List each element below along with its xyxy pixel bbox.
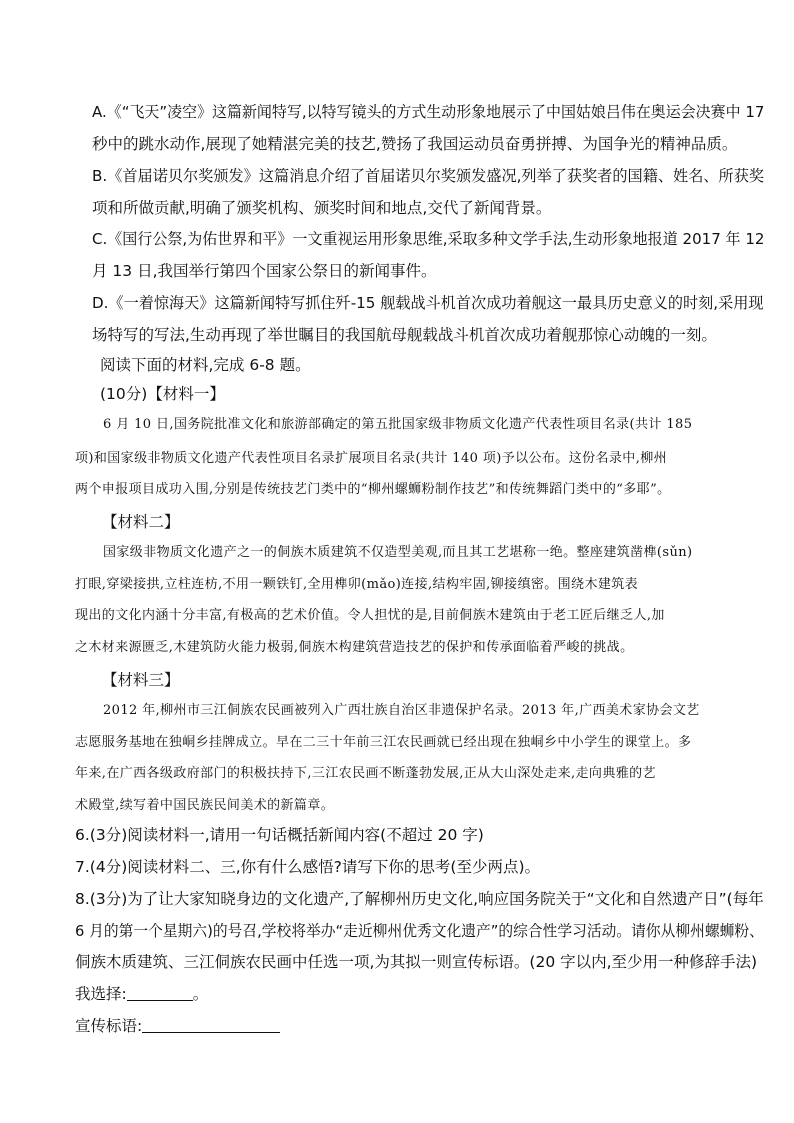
material-1-heading: (10分)【材料一】 xyxy=(100,385,225,403)
material-3-line-4: 术殿堂,续写着中国民族民间美术的新篇章。 xyxy=(75,798,335,813)
material-1-line-1: 6 月 10 日,国务院批准文化和旅游部确定的第五批国家级非物质文化遗产代表性项目名录(共计 185 xyxy=(103,417,693,432)
material-2-line-1: 国家级非物质文化遗产之一的侗族木质建筑不仅造型美观,而且其工艺堪称一绝。整座建筑凿榫(sǔn) xyxy=(103,545,693,560)
choice-end: 。 xyxy=(192,985,209,1003)
material-2-heading: 【材料二】 xyxy=(102,513,180,531)
reading-instruction: 阅读下面的材料,完成 6-8 题。 xyxy=(100,356,311,374)
question-8-line-1: 8.(3分)为了让大家知晓身边的文化遗产,了解柳州历史文化,响应国务院关于“文化和自然遗产日”(每年 xyxy=(75,890,764,908)
material-3-line-3: 年来,在广西各级政府部门的积极扶持下,三江农民画不断蓬勃发展,正从大山深处走来,走向典雅的艺 xyxy=(75,766,656,781)
question-8-line-2: 6 月的第一个星期六)的号召,学校将举办“走近柳州优秀文化遗产”的综合性学习活动。请你从柳州螺蛳粉、 xyxy=(75,922,764,940)
slogan-blank[interactable] xyxy=(142,1017,280,1033)
material-1-line-2: 项)和国家级非物质文化遗产代表性项目名录扩展项目名录(共计 140 项)予以公布。这份名录中,柳州 xyxy=(75,451,668,466)
choice-blank[interactable] xyxy=(127,985,193,1001)
option-d-line-2: 场特写的写法,生动再现了举世瞩目的我国航母舰载战斗机首次成功着舰那惊心动魄的一刻。 xyxy=(92,326,717,344)
option-b-line-1: B.《首届诺贝尔奖颁发》这篇消息介绍了首届诺贝尔奖颁发盛况,列举了获奖者的国籍、姓名、所获奖 xyxy=(92,167,765,185)
material-2-line-3: 现出的文化内涵十分丰富,有极高的艺术价值。令人担忧的是,目前侗族木建筑由于老工匠后继乏人,加 xyxy=(75,608,665,623)
slogan-label: 宣传标语: xyxy=(75,1017,143,1035)
option-a-line-1: A.《“飞天”凌空》这篇新闻特写,以特写镜头的方式生动形象地展示了中国姑娘吕伟在奥运会决赛中 17 xyxy=(92,103,765,121)
material-3-line-2: 志愿服务基地在独峒乡挂牌成立。早在二三十年前三江农民画就已经出现在独峒乡中小学生的课堂上。多 xyxy=(75,735,692,750)
material-2-line-2: 打眼,穿梁接拱,立柱连枋,不用一颗铁钉,全用榫卯(mǎo)连接,结构牢固,铆接缜密。围绕木建筑表 xyxy=(75,577,639,592)
option-c-line-2: 月 13 日,我国举行第四个国家公祭日的新闻事件。 xyxy=(92,262,437,280)
option-a-line-2: 秒中的跳水动作,展现了她精湛完美的技艺,赞扬了我国运动员奋勇拼搏、为国争光的精神品质。 xyxy=(92,135,738,153)
material-3-line-1: 2012 年,柳州市三江侗族农民画被列入广西壮族自治区非遗保护名录。2013 年,广西美术家协会文艺 xyxy=(103,703,700,718)
choice-row xyxy=(75,984,208,1004)
material-3-heading: 【材料三】 xyxy=(102,671,180,689)
slogan-row xyxy=(75,1016,280,1036)
option-c-line-1: C.《国行公祭,为佑世界和平》一文重视运用形象思维,采取多种文学手法,生动形象地报道 2017 年 12 xyxy=(92,230,765,248)
question-8-line-3: 侗族木质建筑、三江侗族农民画中任选一项,为其拟一则宣传标语。(20 字以内,至少用一种修辞手法) xyxy=(75,953,758,971)
option-b-line-2: 项和所做贡献,明确了颁奖机构、颁奖时间和地点,交代了新闻背景。 xyxy=(92,199,552,217)
material-2-line-4: 之木材来源匮乏,木建筑防火能力极弱,侗族木构建筑营造技艺的保护和传承面临着严峻的挑战。 xyxy=(75,640,634,655)
material-1-line-3: 两个申报项目成功入围,分别是传统技艺门类中的“柳州螺蛳粉制作技艺”和传统舞蹈门类中的“多耶”。 xyxy=(75,482,671,497)
option-d-line-1: D.《一着惊海天》这篇新闻特写抓住歼-15 舰载战斗机首次成功着舰这一最具历史意义的时刻,采用现 xyxy=(92,294,764,312)
question-6: 6.(3分)阅读材料一,请用一句话概括新闻内容(不超过 20 字) xyxy=(75,826,484,844)
question-7: 7.(4分)阅读材料二、三,你有什么感悟?请写下你的思考(至少两点)。 xyxy=(75,858,540,876)
choice-label: 我选择: xyxy=(75,985,127,1003)
